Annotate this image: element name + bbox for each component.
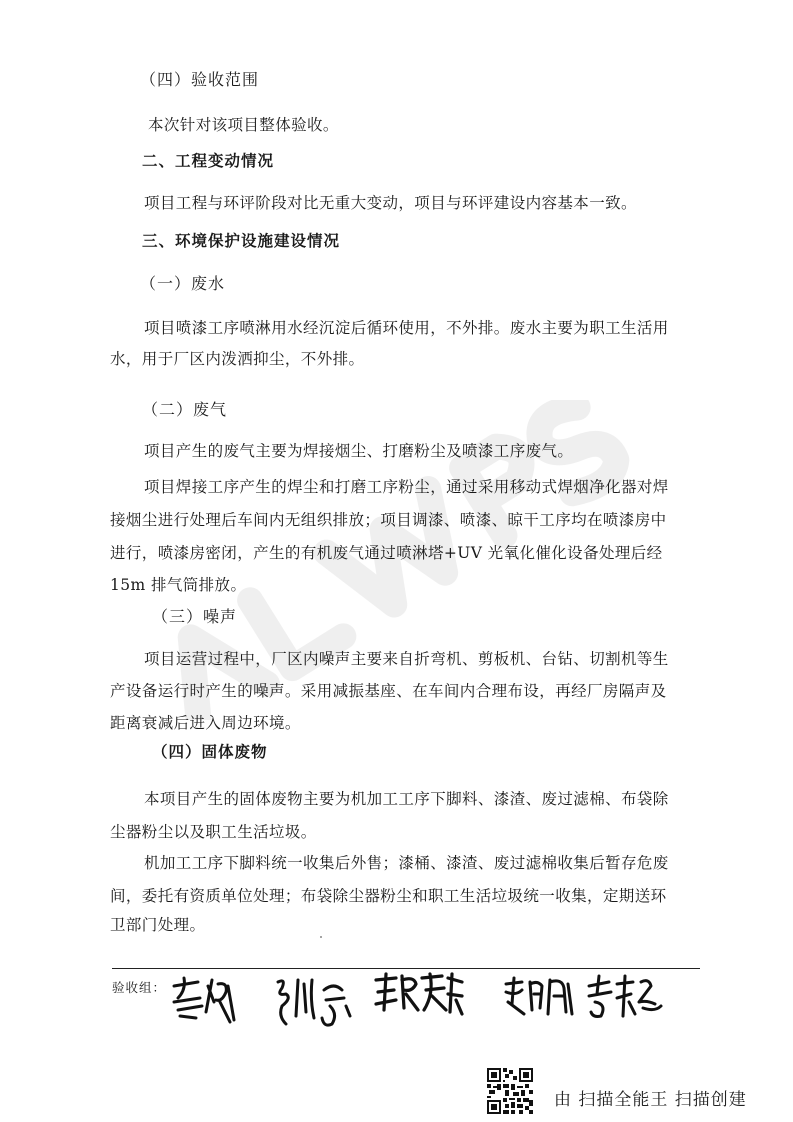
- heading-solid-waste: （四）固体废物: [152, 743, 268, 761]
- paragraph-solid-waste-line-5: 卫部门处理。: [110, 916, 206, 934]
- paragraph-solid-waste-line-1: 本项目产生的固体废物主要为机加工工序下脚料、漆渣、废过滤棉、布袋除: [144, 790, 669, 808]
- scanner-footer-text: 由 扫描全能王 扫描创建: [554, 1090, 747, 1110]
- paragraph-waste-gas-line-4: 进行，喷漆房密闭，产生的有机废气通过喷淋塔+UV 光氧化催化设备处理后经: [110, 544, 663, 562]
- paragraph-waste-gas-line-1: 项目产生的废气主要为焊接烟尘、打磨粉尘及喷漆工序废气。: [144, 442, 574, 460]
- handwritten-signature-4: [502, 974, 574, 1020]
- signature-rule: [112, 968, 700, 969]
- heading-environmental-facilities: 三、环境保护设施建设情况: [142, 232, 341, 250]
- heading-waste-gas: （二）废气: [142, 400, 228, 419]
- paragraph-solid-waste-line-3: 机加工工序下脚料统一收集后外售；漆桶、漆渣、废过滤棉收集后暂存危废: [144, 854, 669, 872]
- paragraph-solid-waste-line-4: 间，委托有资质单位处理；布袋除尘器粉尘和职工生活垃圾统一收集，定期送环: [110, 887, 667, 905]
- paragraph-wastewater-line-1: 项目喷漆工序喷淋用水经沉淀后循环使用，不外排。废水主要为职工生活用: [144, 319, 669, 337]
- handwritten-signature-3: [372, 970, 464, 1018]
- qr-code-icon: [487, 1068, 533, 1114]
- heading-wastewater: （一）废水: [140, 274, 226, 293]
- paragraph-wastewater-line-2: 水，用于厂区内泼洒抑尘，不外排。: [110, 350, 365, 368]
- paragraph-noise-line-2: 产设备运行时产生的噪声。采用减振基座、在车间内合理布设，再经厂房隔声及: [110, 682, 667, 700]
- heading-acceptance-scope: （四）验收范围: [140, 70, 260, 89]
- paragraph-changes: 项目工程与环评阶段对比无重大变动，项目与环评建设内容基本一致。: [144, 194, 637, 212]
- signature-label: 验收组：: [112, 980, 167, 995]
- paragraph-noise-line-1: 项目运营过程中，厂区内噪声主要来自折弯机、剪板机、台钻、切割机等生: [144, 650, 669, 668]
- heading-noise: （三）噪声: [152, 607, 238, 626]
- heading-engineering-changes: 二、工程变动情况: [142, 152, 275, 170]
- handwritten-signature-2: [272, 972, 356, 1032]
- paragraph-waste-gas-line-2: 项目焊接工序产生的焊尘和打磨工序粉尘，通过采用移动式焊烟净化器对焊: [144, 478, 669, 496]
- handwritten-signature-1: [168, 972, 240, 1028]
- paragraph-solid-waste-line-2: 尘器粉尘以及职工生活垃圾。: [110, 823, 317, 841]
- scan-speck: [320, 936, 322, 938]
- paragraph-noise-line-3: 距离衰减后进入周边环境。: [110, 714, 301, 732]
- handwritten-signature-5: [585, 972, 665, 1022]
- paragraph-waste-gas-line-5: 15m 排气筒排放。: [110, 576, 247, 594]
- paragraph-scope: 本次针对该项目整体验收。: [148, 116, 339, 134]
- paragraph-waste-gas-line-3: 接烟尘进行处理后车间内无组织排放；项目调漆、喷漆、晾干工序均在喷漆房中: [110, 511, 667, 529]
